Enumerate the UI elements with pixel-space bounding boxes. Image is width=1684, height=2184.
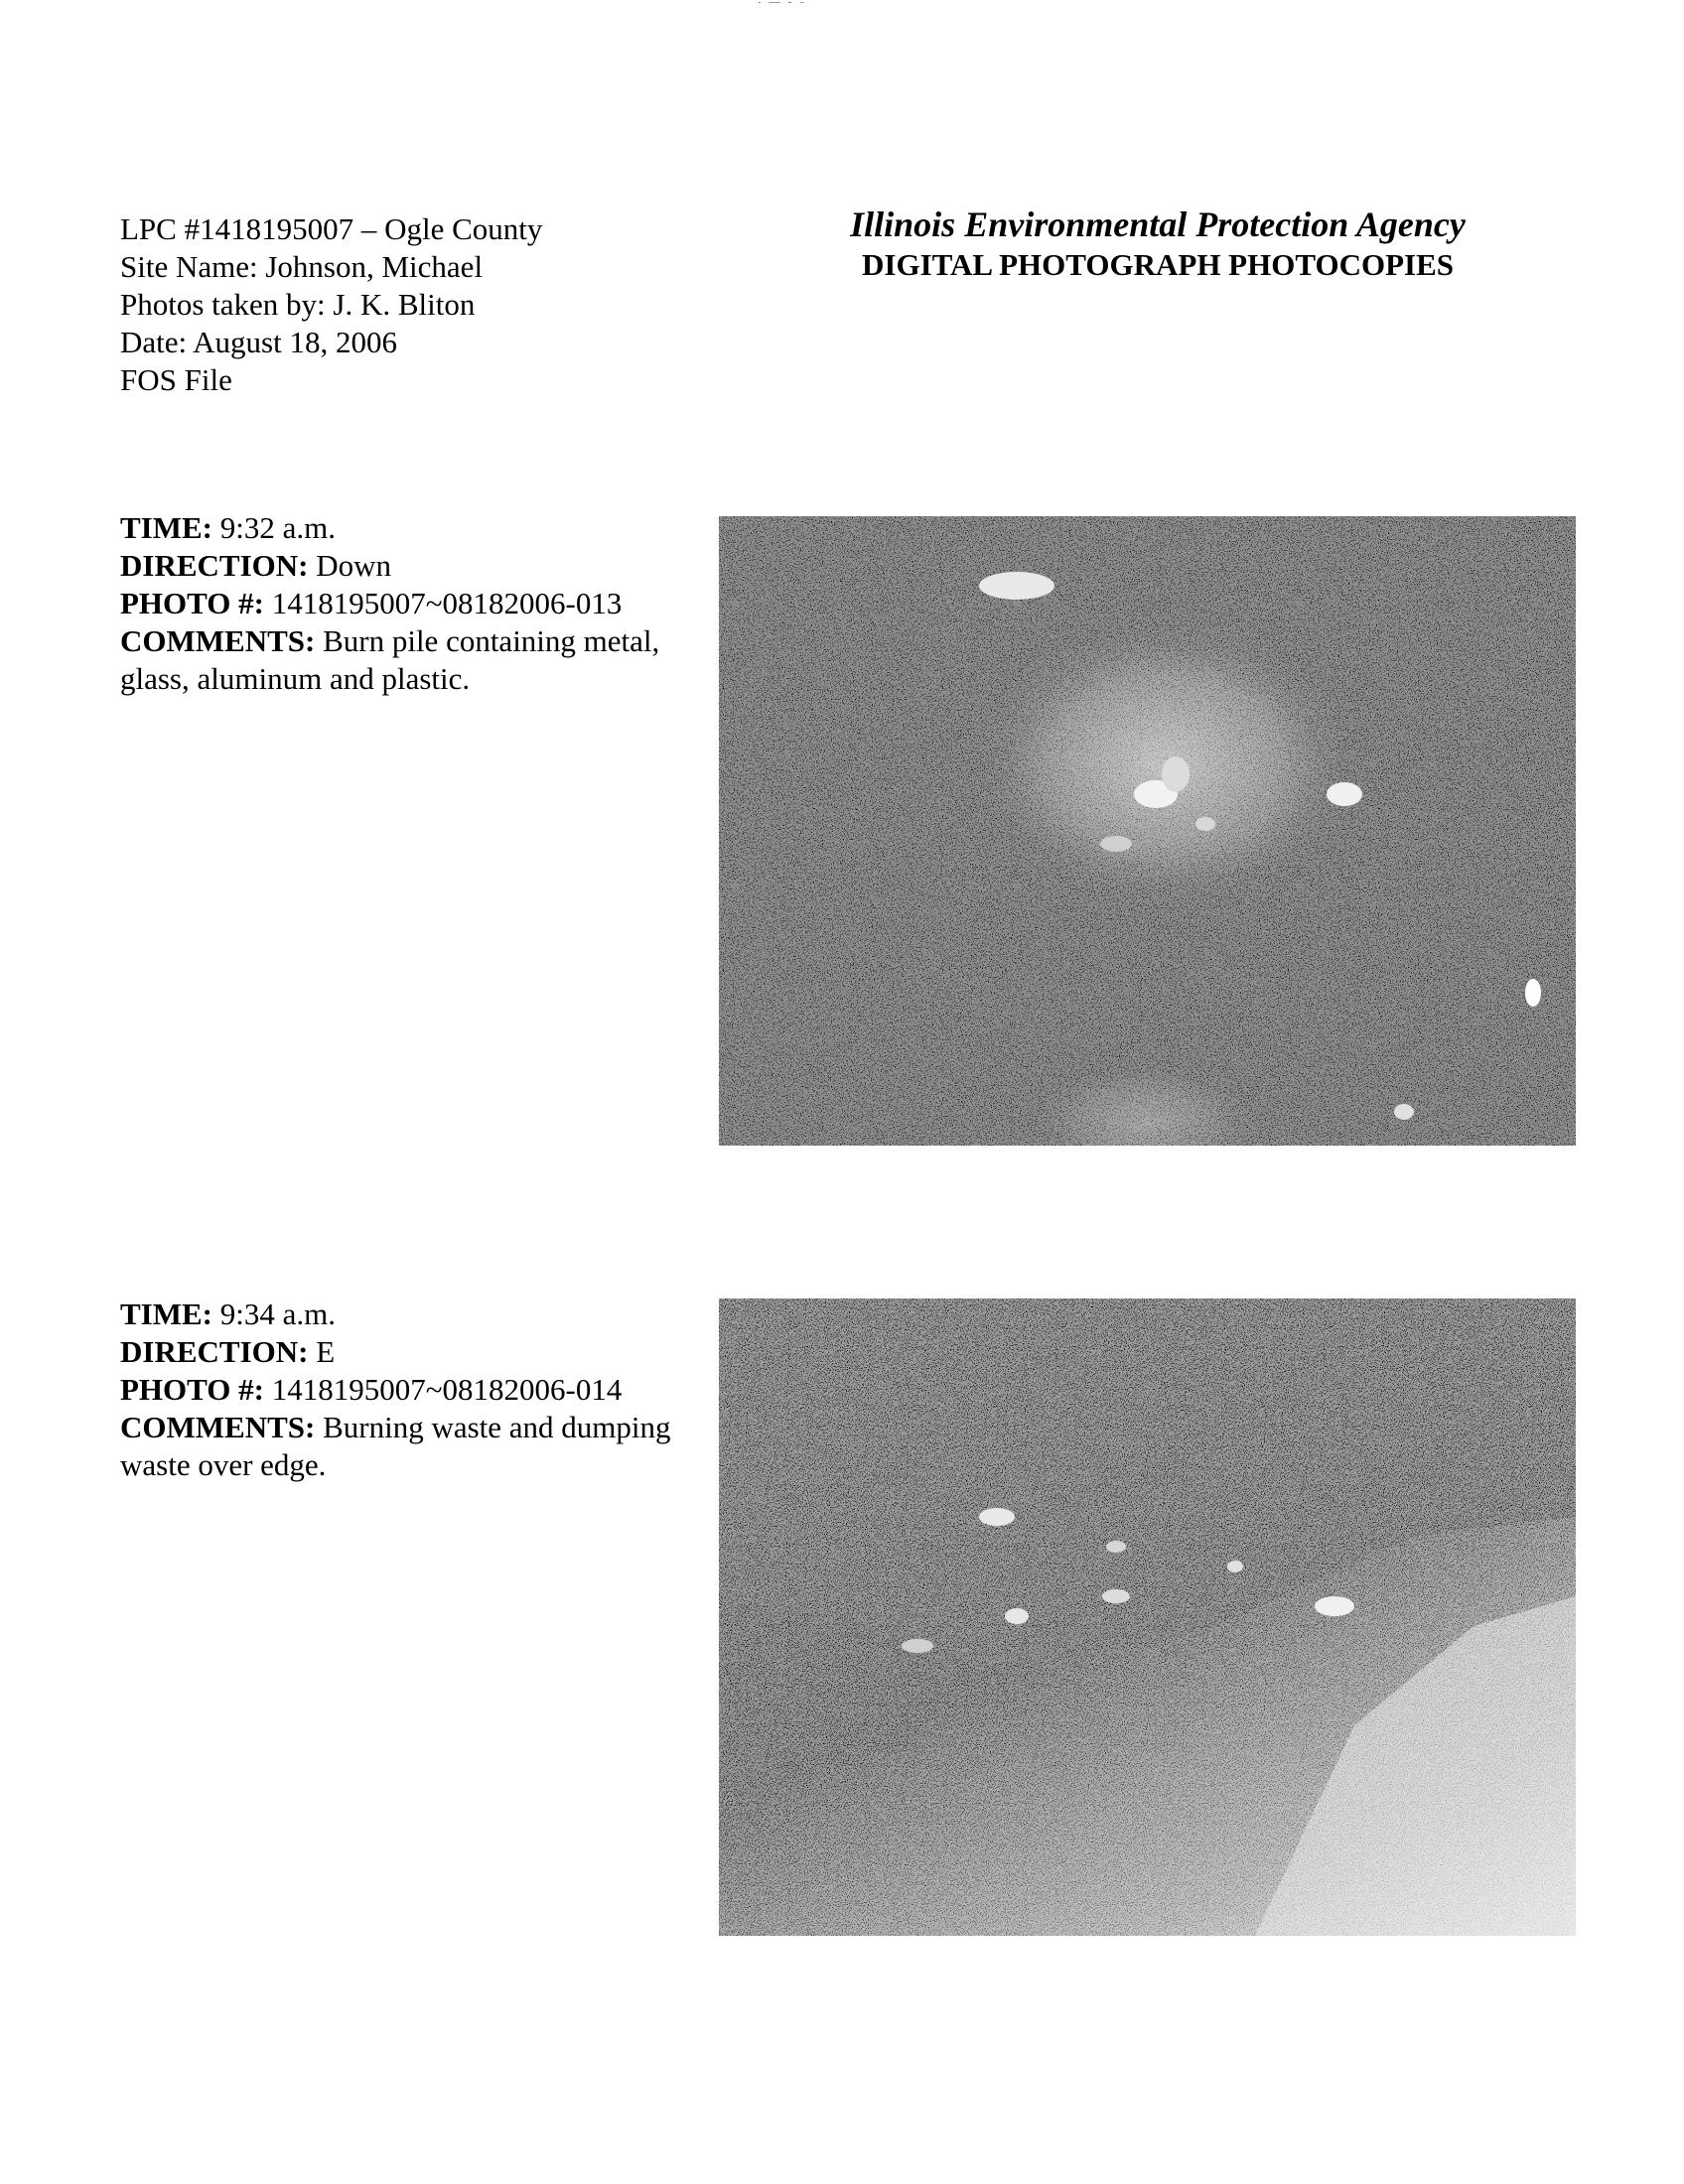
photo-number-label: PHOTO #: (120, 1372, 264, 1407)
site-info (120, 210, 542, 399)
time-row (120, 1296, 676, 1333)
time-row (120, 509, 676, 547)
photo-date: Date: August 18, 2006 (120, 325, 397, 359)
scan-artifact (755, 0, 854, 6)
burn-pile-photo-image (719, 516, 1576, 1146)
photo-number-value: 1418195007~08182006-014 (263, 1372, 623, 1407)
time-label: TIME: (120, 510, 212, 545)
photo-number-row (120, 585, 676, 622)
time-value: 9:34 a.m. (212, 1297, 336, 1331)
direction-label: DIRECTION: (120, 1334, 309, 1369)
comments-value: Burn pile containing metal, glass, aluminum and plastic. (120, 623, 660, 696)
direction-value: Down (308, 548, 391, 583)
photographer: Photos taken by: J. K. Bliton (120, 287, 476, 322)
file-type: FOS File (120, 362, 232, 397)
time-label: TIME: (120, 1297, 212, 1331)
dumping-waste-photo-image (719, 1298, 1576, 1936)
comments-label: COMMENTS: (120, 623, 316, 658)
document-subtitle: DIGITAL PHOTOGRAPH PHOTOCOPIES (862, 247, 1454, 282)
direction-row (120, 1333, 676, 1371)
time-value: 9:32 a.m. (212, 510, 336, 545)
lpc-line: LPC #1418195007 – Ogle County (120, 211, 543, 246)
comments-row (120, 622, 676, 698)
photo-number-row (120, 1371, 676, 1409)
photo-number-value: 1418195007~08182006-013 (263, 586, 623, 620)
direction-label: DIRECTION: (120, 548, 309, 583)
photo-entry-1 (120, 509, 676, 698)
photo-dumping-waste (719, 1298, 1576, 1936)
agency-header (820, 204, 1495, 285)
comments-value: Burning waste and dumping waste over edge. (120, 1410, 671, 1482)
site-name: Site Name: Johnson, Michael (120, 249, 484, 284)
photo-number-label: PHOTO #: (120, 586, 264, 620)
photo-entry-2 (120, 1296, 676, 1484)
comments-row (120, 1409, 676, 1484)
direction-value: E (308, 1334, 336, 1369)
agency-name: Illinois Environmental Protection Agency (850, 205, 1466, 244)
direction-row (120, 547, 676, 585)
comments-label: COMMENTS: (120, 1410, 316, 1444)
photo-burn-pile (719, 516, 1576, 1146)
